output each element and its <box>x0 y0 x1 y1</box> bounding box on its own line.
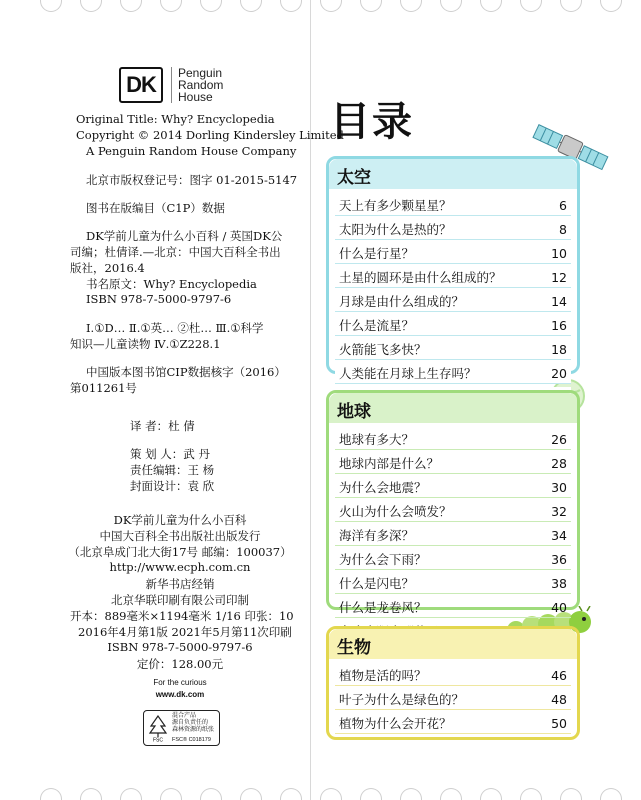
toc-question: 天上有多少颗星星？ <box>339 198 452 213</box>
distributor-line: 新华书店经销 <box>145 577 215 591</box>
toc-entry[interactable] <box>335 573 571 594</box>
fsc-text-line-1: 混合产品 <box>172 713 197 719</box>
toc-page-number: 8 <box>559 221 567 237</box>
section-header: 生物 <box>329 629 577 659</box>
editor-credit: 责任编辑：王 杨 <box>130 463 215 477</box>
top-edge-marks <box>0 0 641 12</box>
copyright-line: Copyright © 2014 Dorling Kindersley Limited <box>76 128 344 142</box>
dk-mark: DK <box>119 67 163 103</box>
toc-page-number: 40 <box>551 599 567 615</box>
registration-number: 北京市版权登记号：图字 01-2015-5147 <box>86 173 298 187</box>
cip-number-line-1: 中国版本图书馆CIP数据核字（2016） <box>86 365 286 379</box>
toc-question: 什么是流星？ <box>339 318 415 333</box>
toc-entry[interactable] <box>335 219 571 240</box>
book-title-line: DK学前儿童为什么小百科 <box>113 513 247 527</box>
toc-entry[interactable] <box>335 549 571 570</box>
cip-isbn: ISBN 978-7-5000-9797-6 <box>86 292 232 306</box>
toc-page-number: 48 <box>551 691 567 707</box>
toc-entry[interactable] <box>335 243 571 264</box>
toc-entry[interactable] <box>335 453 571 474</box>
toc-entry[interactable] <box>335 429 571 450</box>
toc-page-number: 18 <box>551 341 567 357</box>
planner-credit: 策 划 人：武 丹 <box>130 447 210 461</box>
toc-page-number: 16 <box>551 317 567 333</box>
section-header: 地球 <box>329 393 577 423</box>
section-earth <box>326 390 580 615</box>
toc-page-number: 30 <box>551 479 567 495</box>
publisher-wordmark <box>171 67 223 103</box>
fsc-tree-icon <box>148 714 168 742</box>
toc-entry[interactable] <box>335 339 571 360</box>
cip-number-line-2: 第011261号 <box>70 381 137 395</box>
wordmark-line-1: Penguin <box>178 66 223 80</box>
section-space <box>326 156 580 381</box>
toc-entry[interactable] <box>335 713 571 734</box>
toc-page-number: 20 <box>551 365 567 381</box>
toc-entry[interactable] <box>335 477 571 498</box>
toc-page-number: 6 <box>559 197 567 213</box>
classification-line-2: 知识—儿童读物 Ⅳ.①Z228.1 <box>70 337 221 351</box>
section-list <box>329 189 577 417</box>
toc-question: 地球有多大？ <box>339 432 415 447</box>
fsc-mark: FSC <box>153 737 163 742</box>
toc-page-number: 10 <box>551 245 567 261</box>
printer-line: 北京华联印刷有限公司印制 <box>111 593 249 607</box>
original-title: Original Title: Why? Encyclopedia <box>76 112 275 126</box>
toc-page-number: 14 <box>551 293 567 309</box>
toc-question: 什么是闪电？ <box>339 576 415 591</box>
toc-entry[interactable] <box>335 195 571 216</box>
classification-line-1: Ⅰ.①D… Ⅱ.①英… ②杜… Ⅲ.①科学 <box>86 321 264 335</box>
toc-entry[interactable] <box>335 267 571 288</box>
publisher-line: 中国大百科全书出版社出版发行 <box>99 529 261 543</box>
contents-title: 目录 <box>330 99 414 145</box>
toc-question: 火箭能飞多快？ <box>339 342 427 357</box>
toc-entry[interactable] <box>335 525 571 546</box>
curious-tagline: For the curious <box>153 678 207 687</box>
price-line: 定价：128.00元 <box>136 657 224 671</box>
toc-page-number: 26 <box>551 431 567 447</box>
gutter-line <box>310 0 311 800</box>
address-line: （北京阜成门北大街17号 邮编：100037） <box>68 545 292 559</box>
toc-page-number: 12 <box>551 269 567 285</box>
designer-credit: 封面设计：袁 欣 <box>130 479 215 493</box>
section-life <box>326 626 580 740</box>
format-line: 开本：889毫米×1194毫米 1/16 印张：10 <box>70 609 294 623</box>
toc-page-number: 46 <box>551 667 567 683</box>
toc-question: 植物是活的吗？ <box>339 668 427 683</box>
toc-question: 植物为什么会开花？ <box>339 716 452 731</box>
toc-page-number: 50 <box>551 715 567 731</box>
toc-entry[interactable] <box>335 501 571 522</box>
cip-line-1: DK学前儿童为什么小百科 / 英国DK公 <box>86 229 283 243</box>
fsc-code: FSC® C018179 <box>172 737 211 743</box>
dk-logo <box>119 67 223 103</box>
wordmark-line-2: Random <box>178 78 224 92</box>
toc-page-number: 36 <box>551 551 567 567</box>
cip-heading: 图书在版编目（C1P）数据 <box>86 201 225 215</box>
toc-page-number: 34 <box>551 527 567 543</box>
section-header: 太空 <box>329 159 577 189</box>
toc-entry[interactable] <box>335 665 571 686</box>
toc-question: 月球是由什么组成的？ <box>339 294 465 309</box>
toc-question: 火山为什么会喷发？ <box>339 504 452 519</box>
toc-question: 叶子为什么是绿色的？ <box>339 692 465 707</box>
cip-line-4: 书名原文：Why? Encyclopedia <box>86 277 257 291</box>
cip-line-2: 司编；杜倩译.—北京：中国大百科全书出 <box>70 245 281 259</box>
toc-question: 什么是行星？ <box>339 246 415 261</box>
toc-entry[interactable] <box>335 315 571 336</box>
toc-question: 什么是龙卷风？ <box>339 600 427 615</box>
company-line: A Penguin Random House Company <box>86 144 297 158</box>
fsc-text-line-2: 源自负责任的 <box>172 720 209 726</box>
toc-question: 海洋有多深？ <box>339 528 415 543</box>
toc-entry[interactable] <box>335 363 571 384</box>
cip-line-3: 版社，2016.4 <box>70 261 145 275</box>
fsc-label <box>143 710 220 746</box>
wordmark-line-3: House <box>178 90 213 104</box>
fsc-text <box>172 713 214 734</box>
edition-line: 2016年4月第1版 2021年5月第11次印刷 <box>78 625 292 639</box>
toc-entry[interactable] <box>335 291 571 312</box>
bottom-edge-marks <box>0 786 641 800</box>
isbn-line: ISBN 978-7-5000-9797-6 <box>107 640 253 654</box>
publisher-url: http://www.ecph.com.cn <box>109 560 251 574</box>
toc-entry[interactable] <box>335 689 571 710</box>
toc-question: 为什么会地震？ <box>339 480 427 495</box>
toc-question: 为什么会下雨？ <box>339 552 427 567</box>
toc-question: 地球内部是什么？ <box>339 456 440 471</box>
translator-credit: 译 者：杜 倩 <box>130 419 195 433</box>
toc-entry[interactable] <box>335 597 571 618</box>
toc-question: 土星的圆环是由什么组成的？ <box>339 270 502 285</box>
dk-website: www.dk.com <box>155 690 205 699</box>
section-list <box>329 659 577 743</box>
section-list <box>329 423 577 651</box>
toc-question: 人类能在月球上生存吗？ <box>339 366 477 381</box>
toc-page-number: 28 <box>551 455 567 471</box>
fsc-text-line-3: 森林资源的纸张 <box>172 727 215 733</box>
toc-question: 太阳为什么是热的？ <box>339 222 452 237</box>
toc-page-number: 32 <box>551 503 567 519</box>
toc-page-number: 38 <box>551 575 567 591</box>
